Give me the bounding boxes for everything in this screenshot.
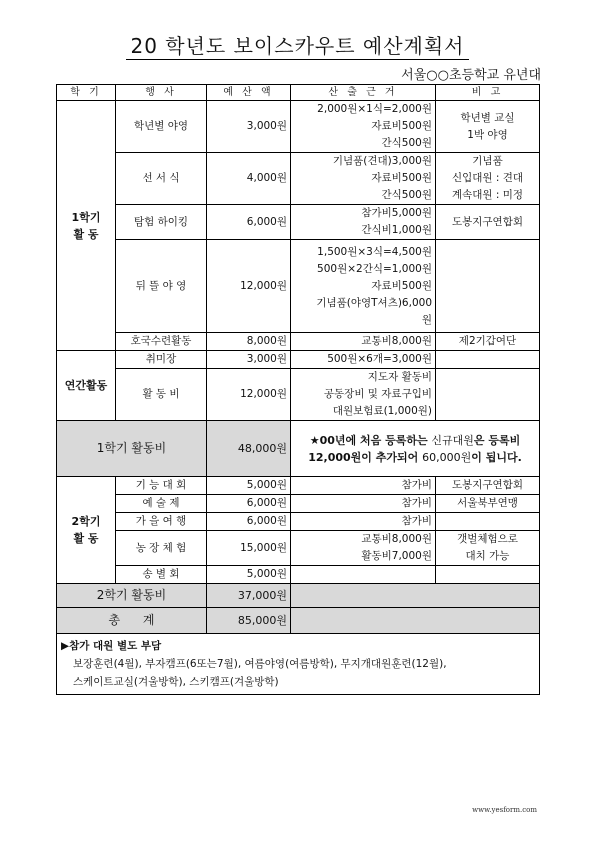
note-cell: 제2기갑여단 <box>436 333 540 351</box>
note-cell: 서울북부연맹 <box>436 495 540 513</box>
total-label: 총 계 <box>57 608 207 634</box>
subtotal2-amount: 37,000원 <box>207 584 291 608</box>
table-row <box>57 566 540 584</box>
subtotal1-label: 1학기 활동비 <box>57 421 207 477</box>
note-cell: 기념품 신입대원 : 견대 계속대원 : 미정 <box>436 153 540 205</box>
total-blank <box>291 608 540 634</box>
note-cell <box>436 369 540 421</box>
document-title: 20 학년도 보이스카우트 예산계획서 <box>0 30 595 59</box>
budget-table <box>56 84 540 695</box>
table-row <box>57 513 540 531</box>
table-row <box>57 369 540 421</box>
new-member-notice: ★00년에 처음 등록하는 신규대원은 등록비 12,000원이 추가되어 60,000원이 됩니다. <box>291 421 540 477</box>
basis-cell: 교통비8,000원 <box>291 333 436 351</box>
subtotal2-row <box>57 584 540 608</box>
table-row <box>57 351 540 369</box>
basis-cell: 참가비 <box>291 495 436 513</box>
header-semester: 학 기 <box>57 85 116 101</box>
amount-cell: 6,000원 <box>207 205 291 240</box>
table-row <box>57 205 540 240</box>
website-watermark: www.yesform.com <box>472 806 537 814</box>
amount-cell: 5,000원 <box>207 477 291 495</box>
header-row <box>57 85 540 101</box>
basis-cell: 교통비8,000원 활동비7,000원 <box>291 531 436 566</box>
basis-cell: 500원×6개=3,000원 <box>291 351 436 369</box>
header-amount: 예 산 액 <box>207 85 291 101</box>
amount-cell: 8,000원 <box>207 333 291 351</box>
total-row <box>57 608 540 634</box>
note-cell: 도봉지구연합회 <box>436 205 540 240</box>
subtotal2-label: 2학기 활동비 <box>57 584 207 608</box>
footer-row <box>57 634 540 695</box>
total-amount: 85,000원 <box>207 608 291 634</box>
event-cell: 활 동 비 <box>116 369 207 421</box>
subtotal1-amount: 48,000원 <box>207 421 291 477</box>
header-note: 비 고 <box>436 85 540 101</box>
amount-cell: 12,000원 <box>207 240 291 333</box>
event-cell: 송 별 회 <box>116 566 207 584</box>
event-cell: 선 서 식 <box>116 153 207 205</box>
basis-cell: 기념품(견대)3,000원 자료비500원 간식500원 <box>291 153 436 205</box>
amount-cell: 15,000원 <box>207 531 291 566</box>
subtotal2-blank <box>291 584 540 608</box>
table-row <box>57 495 540 513</box>
note-cell: 갯벌체험으로 대치 가능 <box>436 531 540 566</box>
event-cell: 예 술 제 <box>116 495 207 513</box>
amount-cell: 4,000원 <box>207 153 291 205</box>
table-row <box>57 240 540 333</box>
basis-cell: 참가비 <box>291 513 436 531</box>
basis-cell: 참가비5,000원 간식비1,000원 <box>291 205 436 240</box>
extra-cost-line1: 보장훈련(4월), 부자캠프(6또는7월), 여름야영(여름방학), 무지개대원훈련(12월), <box>73 658 447 670</box>
semester1-label: 1학기 활 동 <box>57 101 116 351</box>
event-cell: 기 능 대 회 <box>116 477 207 495</box>
amount-cell: 12,000원 <box>207 369 291 421</box>
event-cell: 농 장 체 험 <box>116 531 207 566</box>
table-row <box>57 153 540 205</box>
amount-cell: 3,000원 <box>207 101 291 153</box>
basis-cell: 2,000원×1식=2,000원 자료비500원 간식500원 <box>291 101 436 153</box>
basis-cell <box>291 566 436 584</box>
subtotal1-row <box>57 421 540 477</box>
note-cell: 학년별 교실 1박 야영 <box>436 101 540 153</box>
event-cell: 가 을 여 행 <box>116 513 207 531</box>
note-cell: 도봉지구연합회 <box>436 477 540 495</box>
extra-cost-notice <box>57 634 540 695</box>
table-row <box>57 477 540 495</box>
note-cell <box>436 240 540 333</box>
extra-cost-line2: 스케이트교실(겨울방학), 스키캠프(겨울방학) <box>73 676 279 688</box>
note-cell <box>436 513 540 531</box>
table-row <box>57 333 540 351</box>
header-basis: 산 출 근 거 <box>291 85 436 101</box>
annual-label: 연간활동 <box>57 351 116 421</box>
basis-cell: 1,500원×3식=4,500원 500원×2간식=1,000원 자료비500원 기념품(야영T셔츠)6,000 원 <box>291 240 436 333</box>
amount-cell: 5,000원 <box>207 566 291 584</box>
header-event: 행 사 <box>116 85 207 101</box>
extra-cost-heading: ▶참가 대원 별도 부담 <box>61 640 162 652</box>
basis-cell: 참가비 <box>291 477 436 495</box>
school-name: 서울○○초등학교 유년대 <box>401 68 541 83</box>
amount-cell: 6,000원 <box>207 513 291 531</box>
event-cell: 뒤 뜰 야 영 <box>116 240 207 333</box>
basis-cell: 지도자 활동비 공동장비 및 자료구입비 대원보험료(1,000원) <box>291 369 436 421</box>
note-cell <box>436 351 540 369</box>
semester2-label: 2학기 활 동 <box>57 477 116 584</box>
table-row <box>57 531 540 566</box>
table-row <box>57 101 540 153</box>
event-cell: 취미장 <box>116 351 207 369</box>
event-cell: 학년별 야영 <box>116 101 207 153</box>
event-cell: 탐험 하이킹 <box>116 205 207 240</box>
note-cell <box>436 566 540 584</box>
event-cell: 호국수련활동 <box>116 333 207 351</box>
amount-cell: 3,000원 <box>207 351 291 369</box>
amount-cell: 6,000원 <box>207 495 291 513</box>
